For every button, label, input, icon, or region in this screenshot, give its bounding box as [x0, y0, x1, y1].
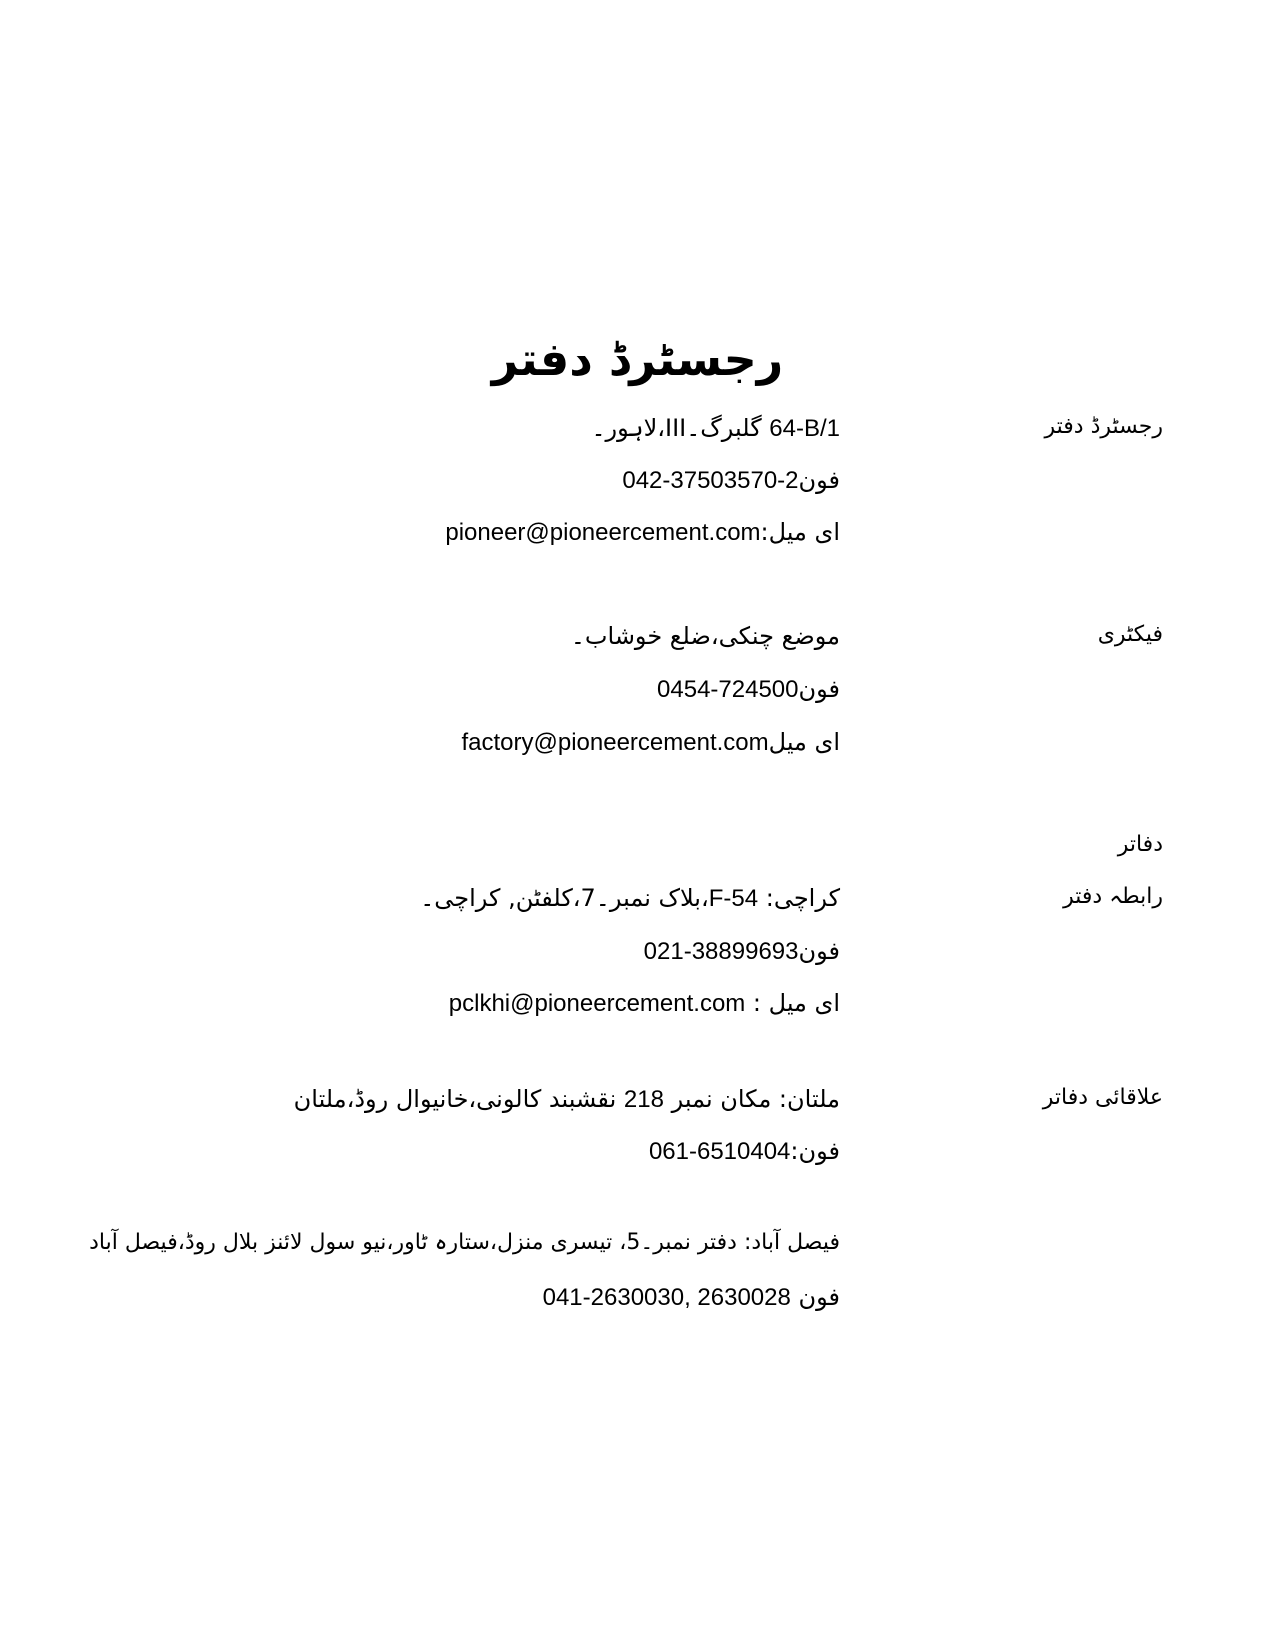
email-address[interactable]: factory@pioneercement.com — [461, 729, 769, 756]
liaison-address — [420, 884, 840, 913]
offices-heading: دفاتر — [1117, 832, 1163, 857]
faisalabad-address: فیصل آباد: دفتر نمبر۔5، تیسری منزل،ستارہ ٹاور،نیو سول لائنز بلال روڈ،فیصل آباد — [89, 1230, 840, 1255]
multan-address-text: نقشبند کالونی،خانیوال روڈ،ملتان — [293, 1085, 617, 1113]
factory-phone — [657, 675, 840, 704]
email-label: ای میل : — [752, 989, 840, 1017]
phone-label: فون — [798, 937, 840, 965]
factory-address: موضع چنکی،ضلع خوشاب۔ — [570, 622, 840, 650]
registered-phone — [622, 466, 840, 495]
registered-address-number: 64-B/1 — [769, 415, 840, 442]
email-label: ای میل — [768, 728, 840, 756]
phone-label: فون — [798, 466, 840, 494]
regional-offices-label: علاقائی دفاتر — [1042, 1085, 1163, 1110]
multan-address — [294, 1085, 840, 1114]
phone-number: 021-38899693 — [643, 938, 799, 965]
factory-email — [461, 728, 840, 757]
liaison-plot: F-54 — [708, 885, 759, 912]
liaison-office-label: رابطہ دفتر — [1063, 884, 1163, 909]
registered-address — [591, 414, 840, 443]
email-label: ای میل: — [760, 518, 840, 546]
phone-number: 061-6510404 — [648, 1138, 791, 1165]
phone-label: فون: — [790, 1137, 840, 1165]
liaison-address-text: ،بلاک نمبر۔7،کلفٹن, کراچی۔ — [420, 884, 709, 912]
factory-label: فیکٹری — [1097, 622, 1163, 647]
registered-address-text: گلبرگ۔III،لاہور۔ — [591, 414, 762, 442]
phone-number: 041-2630030, 2630028 — [542, 1284, 791, 1311]
phone-label: فون — [798, 675, 840, 703]
email-address[interactable]: pioneer@pioneercement.com — [445, 519, 761, 546]
page-title: رجسٹرڈ دفتر — [491, 332, 784, 386]
multan-prefix: ملتان: مکان نمبر — [671, 1085, 840, 1113]
liaison-city: کراچی: — [765, 884, 840, 912]
faisalabad-phone — [543, 1283, 840, 1312]
phone-label: فون — [798, 1283, 840, 1311]
registered-email — [445, 518, 840, 547]
liaison-phone — [644, 937, 840, 966]
registered-office-label: رجسٹرڈ دفتر — [1044, 414, 1163, 439]
phone-number: 042-37503570-2 — [622, 467, 799, 494]
multan-house-number: 218 — [623, 1086, 664, 1113]
email-address[interactable]: pclkhi@pioneercement.com — [448, 990, 746, 1017]
phone-number: 0454-724500 — [657, 676, 799, 703]
liaison-email — [449, 989, 840, 1018]
multan-phone — [649, 1137, 840, 1166]
